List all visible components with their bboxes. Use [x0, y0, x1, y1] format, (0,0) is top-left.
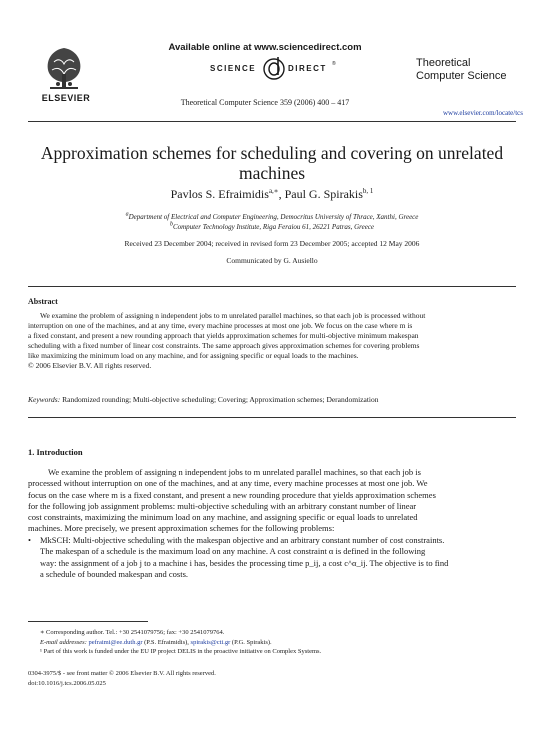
footnote-email-mid: (P.S. Efraimidis),: [142, 638, 191, 646]
journal-name-line2: Computer Science: [416, 70, 507, 82]
paper-title-line1: Approximation schemes for scheduling and covering on unrelated: [40, 143, 504, 163]
elsevier-logo: [40, 44, 91, 103]
email-link-spirakis[interactable]: spirakis@cti.gr: [190, 638, 231, 646]
communicated-by: Communicated by G. Ausiello: [226, 256, 318, 265]
abstract-top-rule: [28, 286, 516, 287]
sd-trademark: ®: [332, 61, 336, 67]
keywords-text: Randomized rounding; Multi-objective scheduling; Covering; Approximation schemes; Derandomization: [60, 395, 379, 404]
intro-line-2: processed without interruption on one of the machines, and at any time, every machine processes at most one job. We: [28, 478, 428, 489]
footnote-funding: ¹ Part of this work is funded under the EU IP project DELIS in the proactive initiative on Complex Systems.: [40, 648, 322, 655]
authors: [20, 187, 524, 202]
section-1-heading: 1. Introduction: [28, 447, 83, 457]
author-1-marks: a,∗: [268, 187, 279, 195]
affiliation-b-mark: b: [169, 221, 173, 228]
front-matter-line: 0304-3975/$ - see front matter © 2006 Elsevier B.V. All rights reserved.: [28, 670, 216, 677]
bullet-line-2: The makespan of a schedule is the maximum load on any machine. A cost constraint α is defined in the following: [40, 546, 426, 557]
author-2-marks: b, 1: [362, 187, 374, 195]
sciencedirect-d-icon: [262, 55, 286, 81]
received-dates: Received 23 December 2004; received in revised form 23 December 2005; accepted 12 May 2006: [124, 239, 420, 248]
abstract-line-2: interruption on one of the machines, and at any time, every machine processes at most one job. We focus on the case where m is: [28, 321, 413, 330]
affiliations: [20, 212, 524, 232]
abstract-line-5: like maximizing the minimum load on any machine, and for assigning specific or equal loads to the machines.: [28, 351, 359, 360]
author-separator: ,: [278, 187, 285, 201]
keywords: [28, 395, 516, 404]
footnote-emails: [28, 638, 516, 648]
abstract-heading: Abstract: [28, 297, 58, 306]
elsevier-wordmark: ELSEVIER: [41, 93, 91, 103]
email-link-efraimidis[interactable]: pefraimi@ee.duth.gr: [88, 638, 143, 646]
paper-title: [20, 143, 524, 183]
paper-title-line2: machines: [238, 163, 306, 183]
footnote-email-label: E-mail addresses:: [40, 638, 87, 646]
affiliation-a-text: Department of Electrical and Computer Engineering, Democritus University of Thrace, Xanthi, Greece: [128, 213, 419, 221]
elsevier-tree-icon: [40, 44, 88, 92]
abstract-copyright: © 2006 Elsevier B.V. All rights reserved.: [28, 361, 152, 370]
intro-line-1: We examine the problem of assigning n independent jobs to m unrelated parallel machines, so that each job is: [48, 467, 421, 477]
sd-direct: DIRECT: [288, 64, 327, 73]
author-2-name: Paul G. Spirakis: [284, 187, 363, 201]
available-online: Available online at www.sciencedirect.com: [168, 42, 362, 53]
abstract-line-4: scheduling with a fixed number of linear cost constraints. The same approach gives approximation schemes for covering problems: [28, 341, 420, 350]
bullet-line-3: way: the assignment of a job j to a machine i has, besides the processing time p_ij, a cost c^α_ij. The objective is to find: [40, 557, 449, 568]
header-rule: [28, 121, 516, 122]
bullet-item-mksch: [28, 535, 516, 580]
journal-url-link[interactable]: www.elsevier.com/locate/tcs: [442, 109, 523, 117]
intro-line-4: for the following job assignment problems: multi-objective scheduling with an arbitrary constant number of linear: [28, 500, 417, 511]
bullet-mark: •: [28, 535, 31, 545]
doi-line: doi:10.1016/j.tcs.2006.05.025: [28, 680, 106, 687]
intro-line-5: cost constraints, maximizing the minimum load on any machine, and assigning specific or equal loads to unrelated: [28, 512, 418, 523]
sd-science: SCIENCE: [210, 64, 257, 73]
journal-name: [416, 57, 526, 83]
intro-line-6: machines. More precisely, we present approximation schemes for the following problems:: [28, 523, 335, 534]
author-1-name: Pavlos S. Efraimidis: [170, 187, 269, 201]
sciencedirect-logo: [210, 55, 340, 83]
abstract-body: [28, 311, 516, 371]
footnote-rule: [28, 621, 148, 622]
keywords-label: Keywords:: [28, 395, 61, 404]
footnote-email-end: (P.G. Spirakis).: [230, 638, 272, 646]
bullet-line-4: a schedule of bounded makespan and costs.: [40, 568, 188, 579]
section-1-body: [28, 467, 516, 535]
bullet-line-1: MkSCH: Multi-objective scheduling with the makespan objective and an arbitrary constant number of cost constraints.: [40, 535, 445, 545]
affiliation-b-text: Computer Technology Institute, Riga Feraiou 61, 26221 Patras, Greece: [172, 223, 375, 231]
abstract-bottom-rule: [28, 417, 516, 418]
journal-citation: Theoretical Computer Science 359 (2006) 400 – 417: [180, 98, 350, 107]
footnotes: [28, 628, 516, 657]
intro-line-3: focus on the case where m is a fixed constant, and present a new rounding procedure that yields approximation schemes: [28, 489, 436, 500]
abstract-line-3: a fixed constant, and present a new rounding approach that yields approximation schemes for multi-objective minimum makespan: [28, 331, 419, 340]
affiliation-b: [20, 222, 524, 232]
abstract-line-1: We examine the problem of assigning n independent jobs to m unrelated parallel machines, so that each job is processed without: [40, 311, 426, 320]
journal-name-line1: Theoretical: [416, 57, 471, 69]
affiliation-a: [20, 212, 524, 222]
affiliation-a-mark: a: [125, 211, 129, 218]
footnote-corresponding: ∗ Corresponding author. Tel.: +30 2541079756; fax: +30 2541079764.: [40, 629, 225, 636]
